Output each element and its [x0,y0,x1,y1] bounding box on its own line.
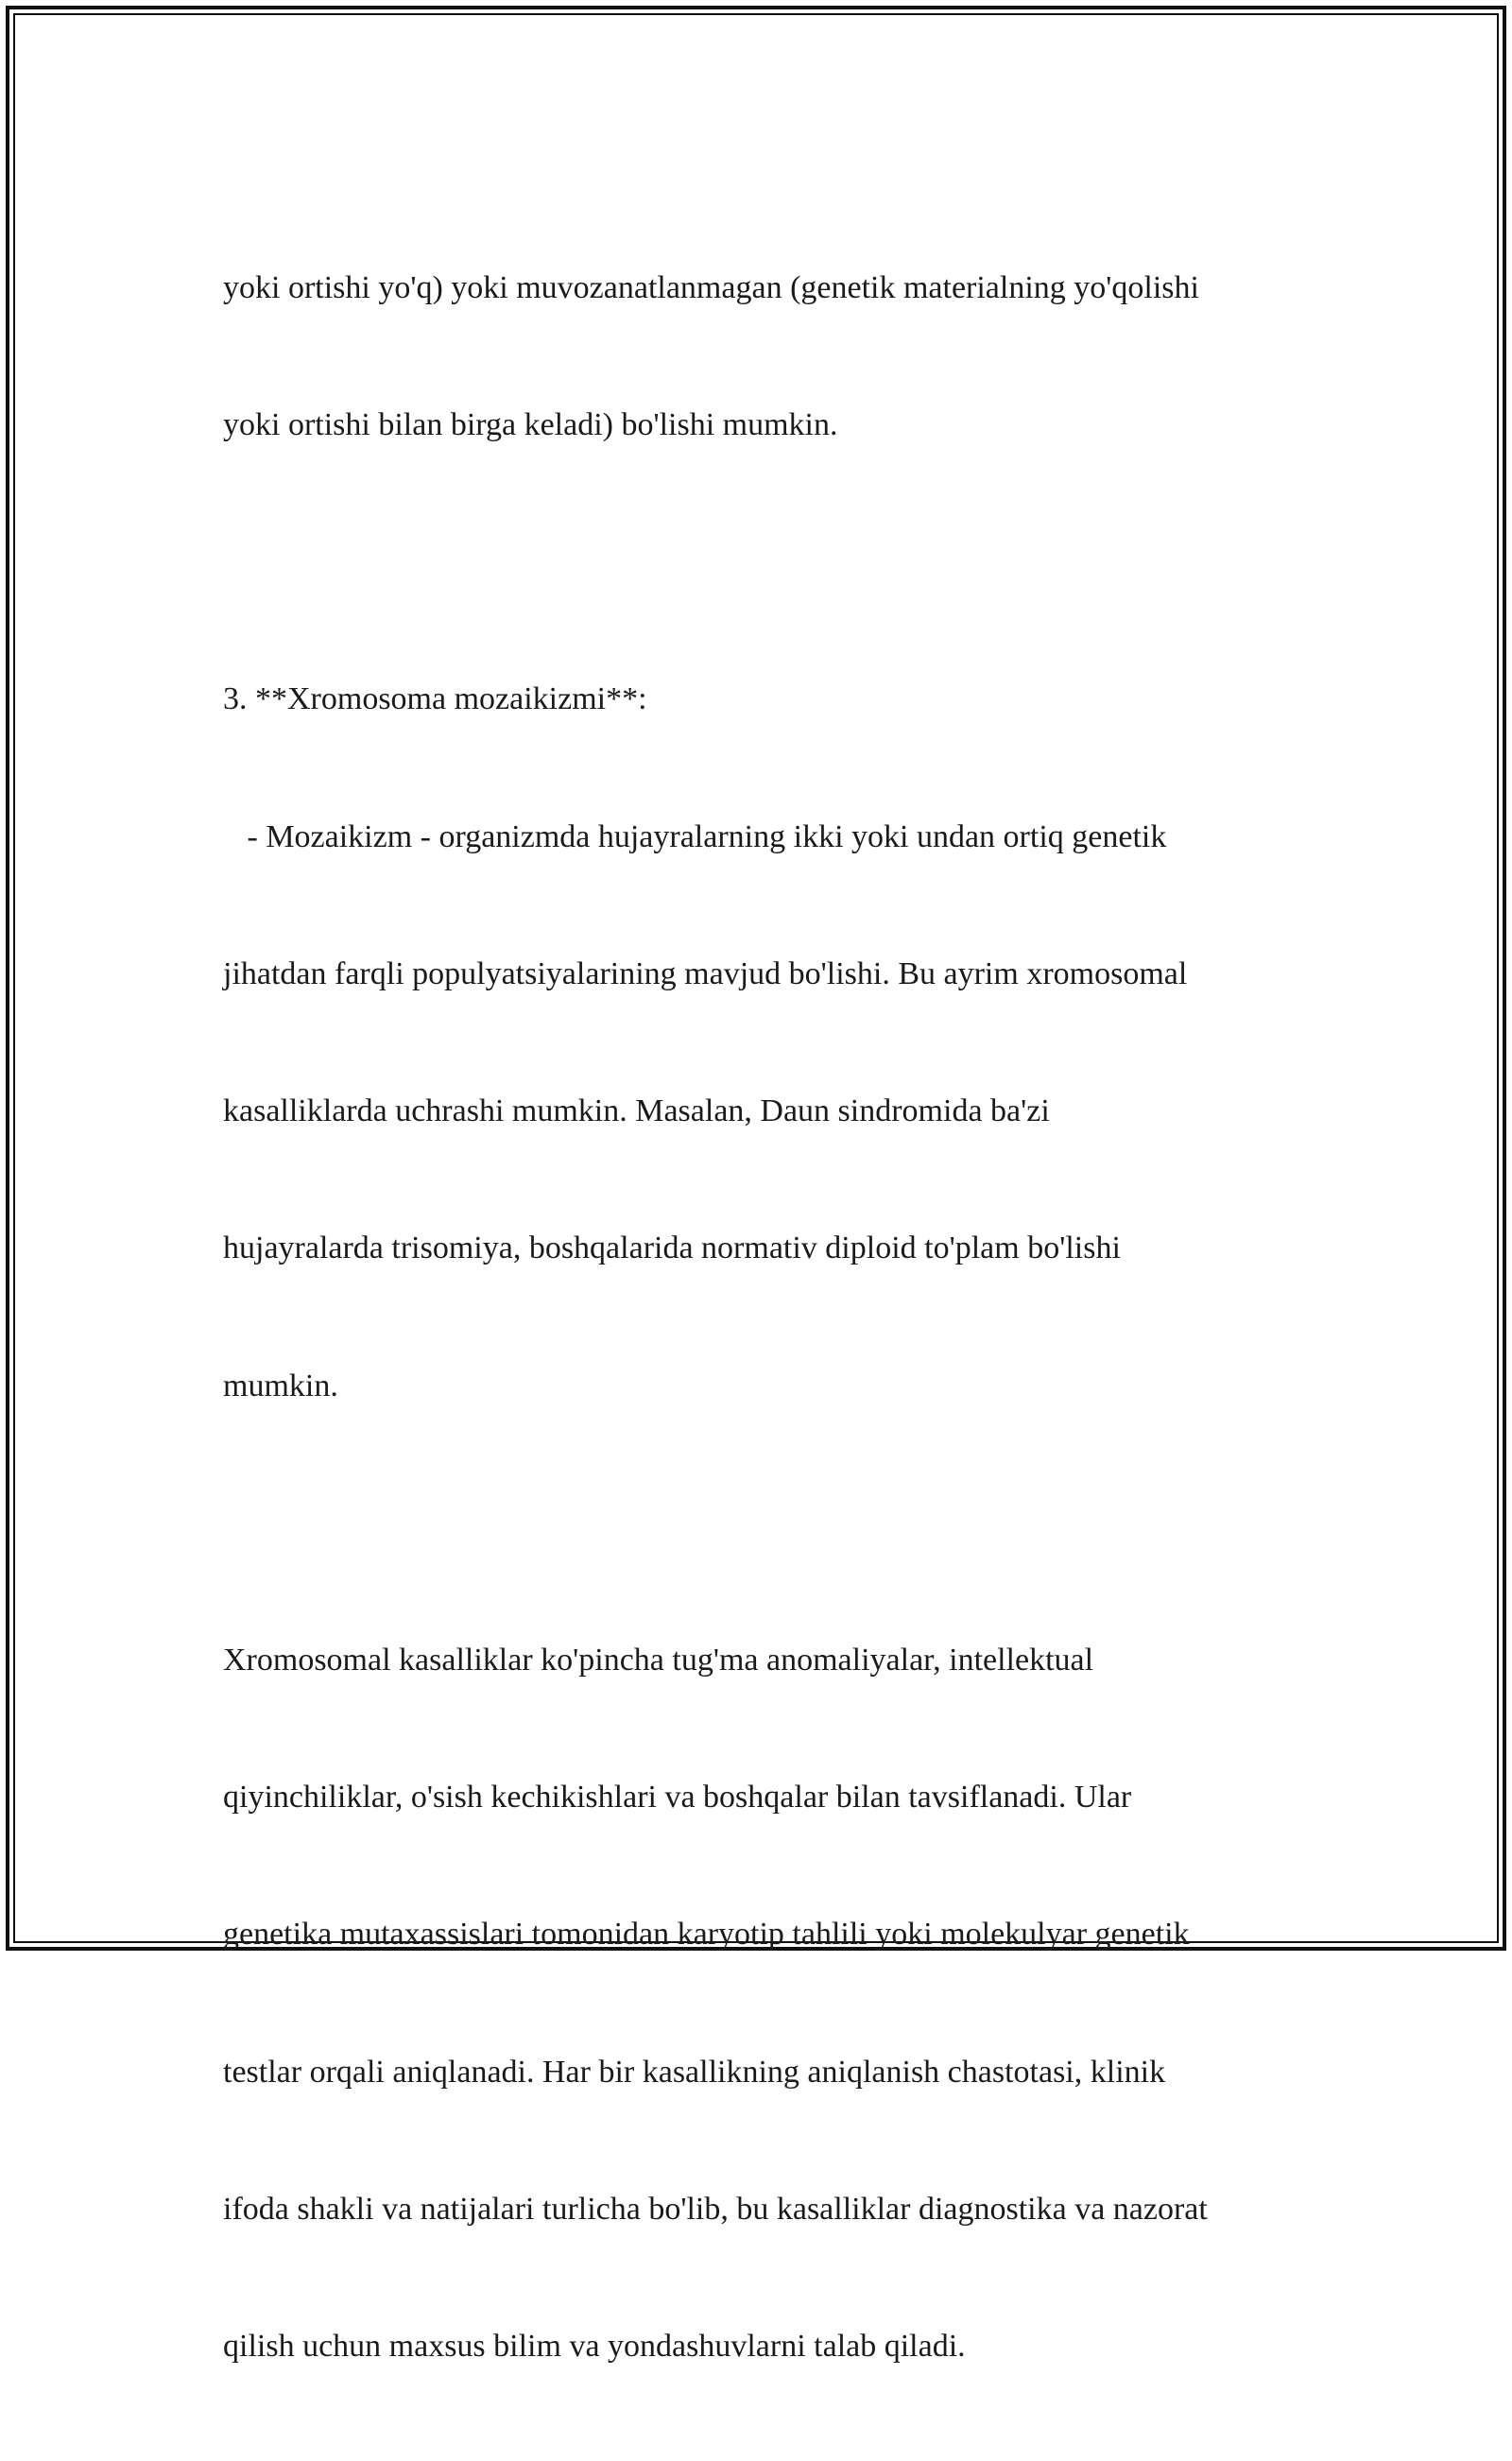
text-line: genetika mutaxassislari tomonidan karyotip tahlili yoki molekulyar genetik [223,1917,1190,1953]
paragraph-mosaicism [223,586,1319,1501]
text-line: jihatdan farqli populyatsiyalarining mavjud bo'lishi. Bu ayrim xromosomal [223,955,1188,991]
section-heading: 3. **Xromosoma mozaikizmi**: [223,681,647,717]
text-line: yoki ortishi yo'q) yoki muvozanatlanmagan (genetik materialning yo'qolishi [223,269,1199,305]
text-line: mumkin. [223,1368,338,1403]
paragraph-gap [223,540,1319,585]
text-line: qiyinchiliklar, o'sish kechikishlari va boshqalar bilan tavsiflanadi. Ular [223,1780,1132,1816]
paragraph-gap [223,1501,1319,1546]
text-line: hujayralarda trisomiya, boshqalarida normativ diploid to'plam bo'lishi [223,1230,1121,1266]
document-body [223,174,1319,2461]
text-line: qilish uchun maxsus bilim va yondashuvlarni talab qiladi. [223,2329,966,2365]
text-line: yoki ortishi bilan birga keladi) bo'lishi mumkin. [223,407,838,443]
text-line: ifoda shakli va natijalari turlicha bo'lib, bu kasalliklar diagnostika va nazorat [223,2191,1208,2227]
text-line: kasalliklarda uchrashi mumkin. Masalan, Daun sindromida ba'zi [223,1093,1050,1129]
text-line: Xromosomal kasalliklar ko'pincha tug'ma anomaliyalar, intellektual [223,1642,1094,1678]
paragraph-continuation [223,174,1319,540]
text-line: - Mozaikizm - organizmda hujayralarning ikki yoki undan ortiq genetik [223,818,1167,854]
text-line: testlar orqali aniqlanadi. Har bir kasallikning aniqlanish chastotasi, klinik [223,2054,1166,2090]
paragraph-summary [223,1546,1319,2461]
